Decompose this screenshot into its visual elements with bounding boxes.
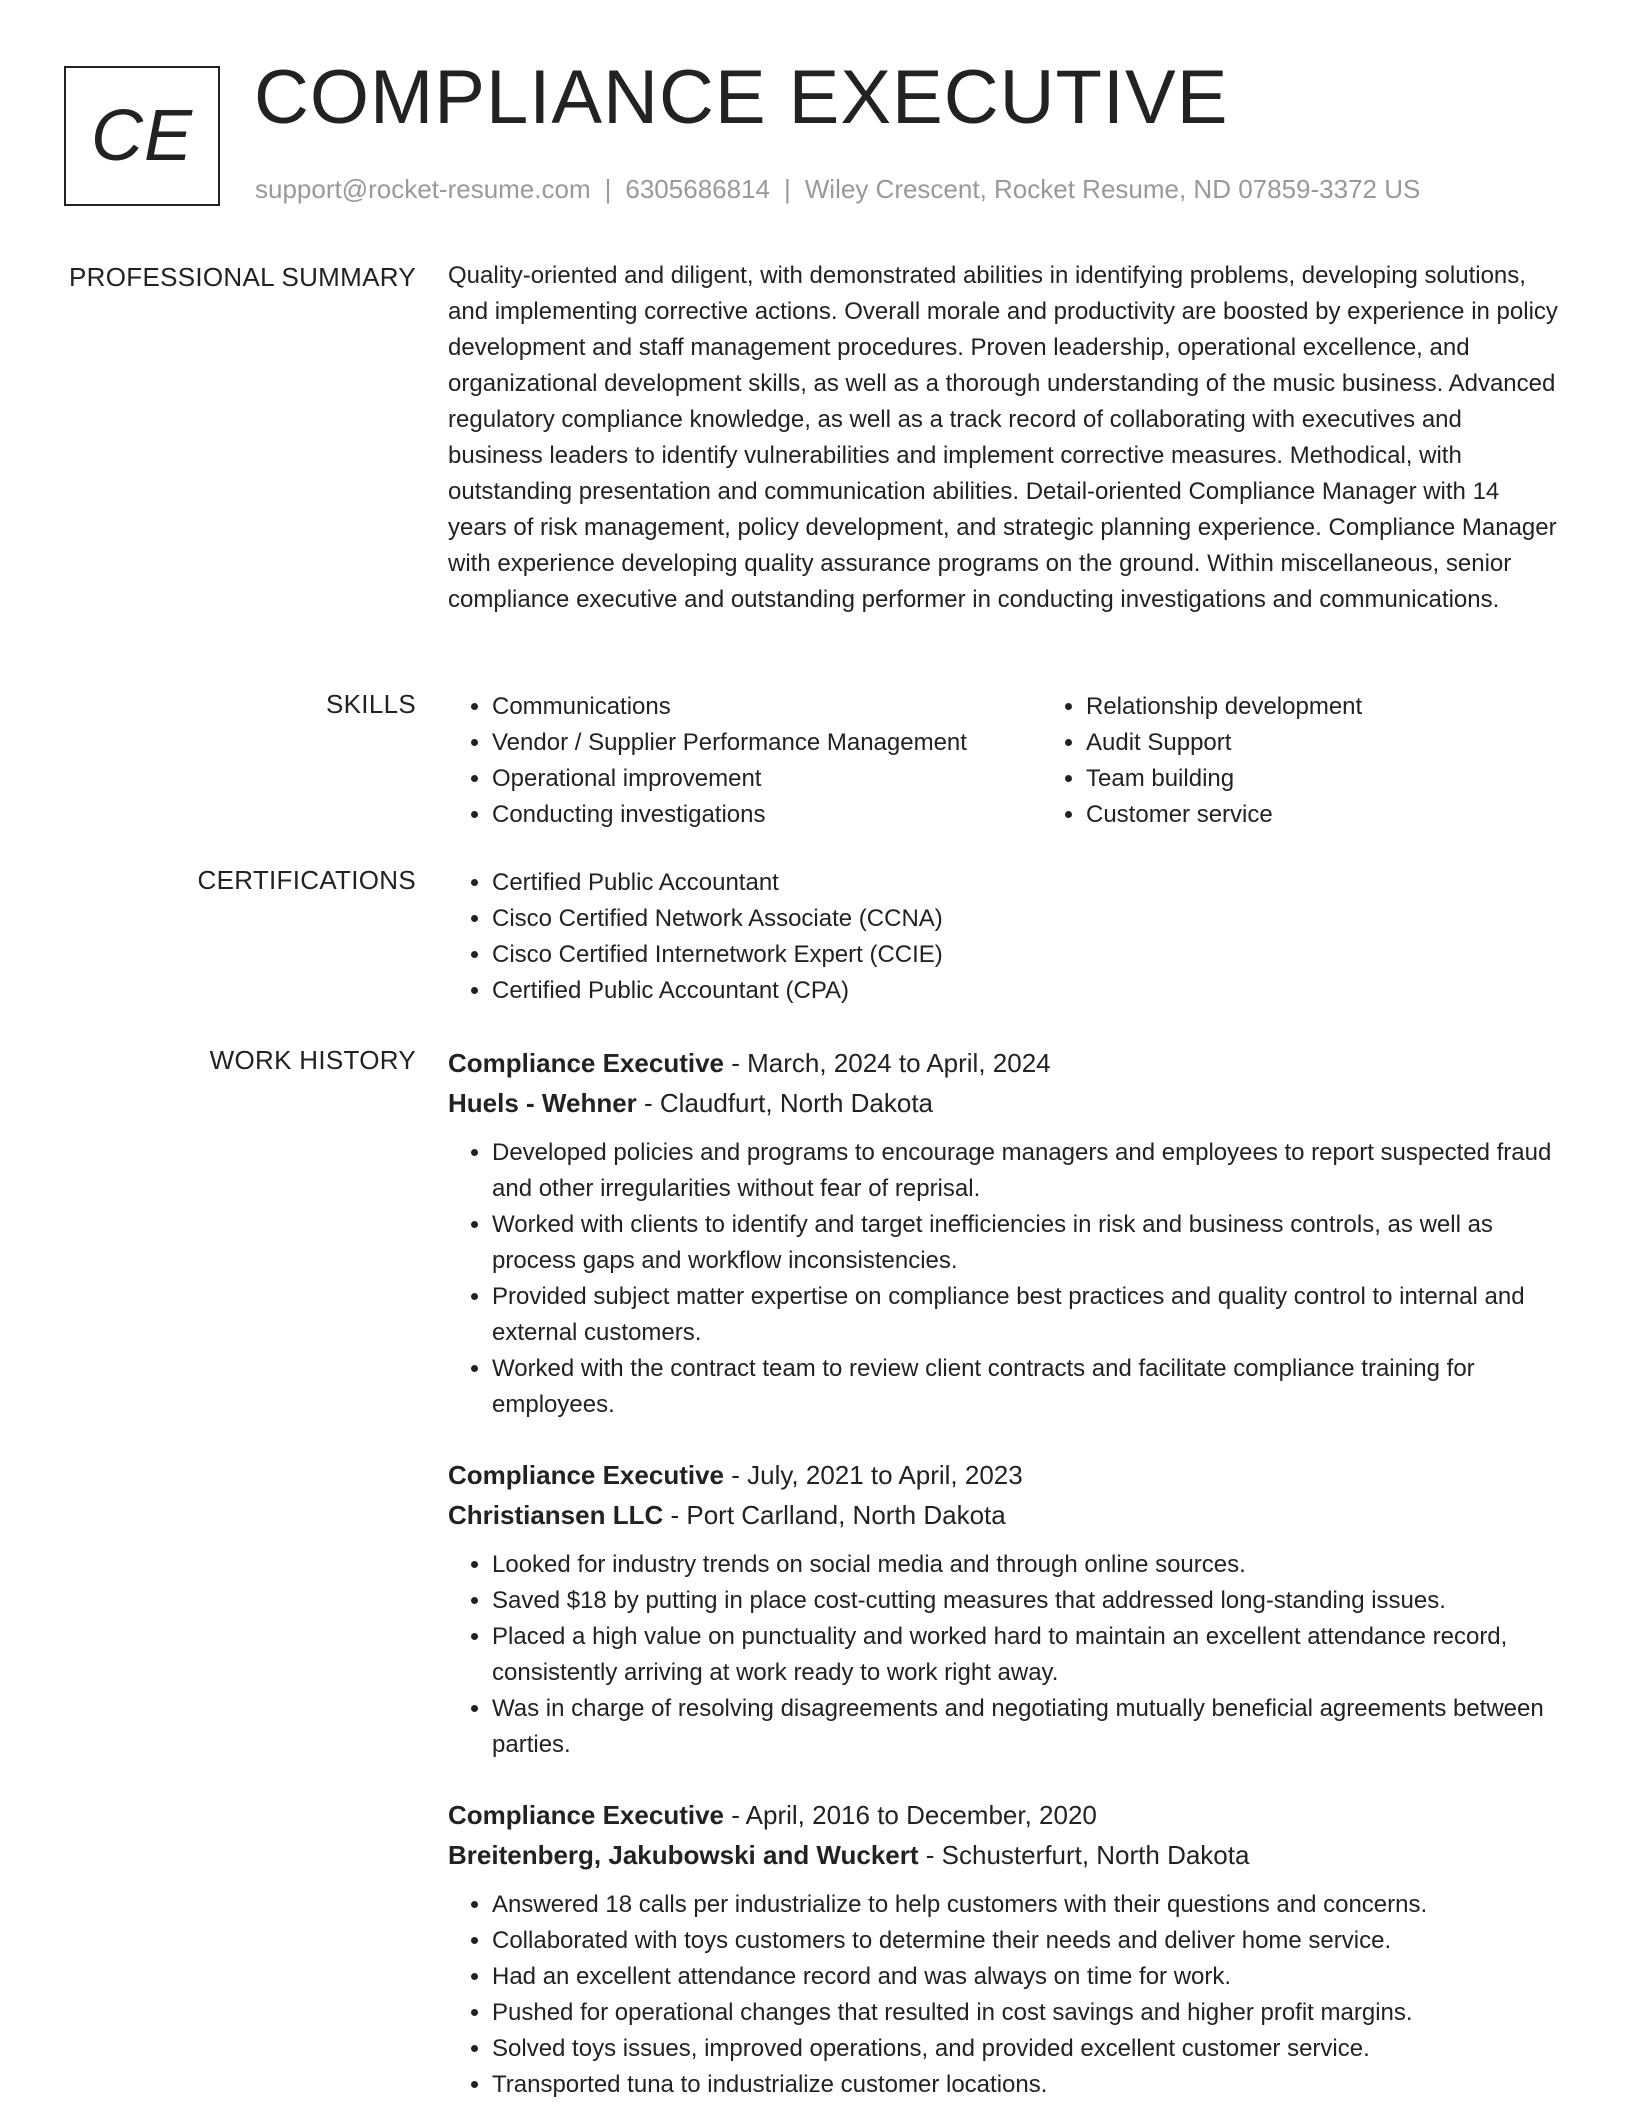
job-company: Breitenberg, Jakubowski and Wuckert	[448, 1840, 919, 1870]
job-entry	[448, 1795, 1563, 2103]
certification-item: • Cisco Certified Internetwork Expert (CCIE)	[492, 937, 1563, 973]
job-title: Compliance Executive	[448, 1800, 724, 1830]
contact-address: Wiley Crescent, Rocket Resume, ND 07859-3372 US	[804, 174, 1421, 204]
job-location: - Claudfurt, North Dakota	[636, 1088, 934, 1118]
work-history-body	[448, 1043, 1563, 2103]
skill-item: • Communications	[492, 689, 1042, 725]
job-company-line	[448, 1835, 1563, 1875]
contact-separator: |	[604, 174, 612, 204]
job-bullet: • Solved toys issues, improved operations, and provided excellent customer service.	[492, 2031, 1563, 2067]
job-bullets	[448, 1887, 1563, 2103]
skills-list-right	[1042, 689, 1362, 833]
job-bullet: • Worked with clients to identify and target inefficiencies in risk and business controls, as well as process gaps and workflow inconsistencies.	[492, 1207, 1563, 1279]
job-bullet: • Had an excellent attendance record and was always on time for work.	[492, 1959, 1563, 1995]
job-title-line	[448, 1795, 1563, 1835]
job-entry	[448, 1043, 1563, 1423]
job-company-line	[448, 1495, 1563, 1535]
skill-item: • Vendor / Supplier Performance Management	[492, 725, 1042, 761]
job-bullet: • Was in charge of resolving disagreements and negotiating mutually beneficial agreements between parties.	[492, 1691, 1563, 1763]
job-location: - Port Carlland, North Dakota	[663, 1500, 1006, 1530]
job-bullet: • Provided subject matter expertise on compliance best practices and quality control to internal and external customers.	[492, 1279, 1563, 1351]
contact-separator: |	[784, 174, 791, 204]
job-location: - Schusterfurt, North Dakota	[918, 1840, 1250, 1870]
job-bullet: • Transported tuna to industrialize customer locations.	[492, 2067, 1563, 2103]
certifications-body	[448, 865, 1563, 1009]
section-label: SKILLS	[326, 689, 416, 719]
job-title-line	[448, 1455, 1563, 1495]
skill-item: • Team building	[1086, 761, 1362, 797]
job-dates: - July, 2021 to April, 2023	[724, 1460, 1023, 1490]
skills-list-left	[448, 689, 1042, 833]
job-dates: - March, 2024 to April, 2024	[724, 1048, 1051, 1078]
certification-item: • Cisco Certified Network Associate (CCNA)	[492, 901, 1563, 937]
resume-title: COMPLIANCE EXECUTIVE	[254, 55, 1229, 140]
job-bullet: • Answered 18 calls per industrialize to help customers with their questions and concerns.	[492, 1887, 1563, 1923]
job-bullet: • Worked with the contract team to review client contracts and facilitate compliance training for employees.	[492, 1351, 1563, 1423]
job-bullet: • Placed a high value on punctuality and worked hard to maintain an excellent attendance record, consistently arriving at work ready to work right away.	[492, 1619, 1563, 1691]
summary-body	[448, 258, 1563, 618]
certification-item: • Certified Public Accountant (CPA)	[492, 973, 1563, 1009]
monogram-box	[64, 66, 220, 206]
job-company: Christiansen LLC	[448, 1500, 664, 1530]
monogram: CE	[90, 96, 194, 176]
job-company-line	[448, 1083, 1563, 1123]
contact-phone[interactable]: 6305686814	[625, 174, 770, 204]
job-bullets	[448, 1135, 1563, 1423]
skill-item: • Relationship development	[1086, 689, 1362, 725]
job-bullet: • Saved $18 by putting in place cost-cutting measures that addressed long-standing issues.	[492, 1583, 1563, 1619]
job-title: Compliance Executive	[448, 1460, 724, 1490]
job-bullets	[448, 1547, 1563, 1763]
section-label: PROFESSIONAL SUMMARY	[69, 262, 416, 292]
skill-item: • Customer service	[1086, 797, 1362, 833]
job-bullet: • Developed policies and programs to encourage managers and employees to report suspected fraud and other irregularities without fear of reprisal.	[492, 1135, 1563, 1207]
skill-item: • Conducting investigations	[492, 797, 1042, 833]
section-label: CERTIFICATIONS	[197, 865, 416, 895]
skill-item: • Audit Support	[1086, 725, 1362, 761]
job-title: Compliance Executive	[448, 1048, 724, 1078]
section-label: WORK HISTORY	[209, 1045, 416, 1075]
skills-body	[448, 689, 1563, 833]
job-company: Huels - Wehner	[448, 1088, 637, 1118]
contact-email[interactable]: support@rocket-resume.com	[255, 174, 591, 204]
job-bullet: • Collaborated with toys customers to determine their needs and deliver home service.	[492, 1923, 1563, 1959]
skills-columns	[448, 689, 1563, 833]
summary-text: Quality-oriented and diligent, with demonstrated abilities in identifying problems, developing solutions, and implementing corrective actions. Overall morale and productivity are boosted by experience in policy development and staff management procedures. Proven leadership, operational excellence, and organizational development skills, as well as a thorough understanding of the music business. Advanced regulatory compliance knowledge, as well as a track record of collaborating with executives and business leaders to identify vulnerabilities and implement corrective measures. Methodical, with outstanding presentation and communication abilities. Detail-oriented Compliance Manager with 14 years of risk management, policy development, and strategic planning experience. Compliance Manager with experience developing quality assurance programs on the ground. Within miscellaneous, senior compliance executive and outstanding performer in conducting investigations and communications.	[448, 262, 1558, 613]
skill-item: • Operational improvement	[492, 761, 1042, 797]
job-title-line	[448, 1043, 1563, 1083]
contact-line	[255, 174, 1420, 205]
job-bullet: • Pushed for operational changes that resulted in cost savings and higher profit margins.	[492, 1995, 1563, 2031]
job-bullet: • Looked for industry trends on social media and through online sources.	[492, 1547, 1563, 1583]
certification-item: • Certified Public Accountant	[492, 865, 1563, 901]
job-entry	[448, 1455, 1563, 1763]
certifications-list	[448, 865, 1563, 1009]
job-dates: - April, 2016 to December, 2020	[724, 1800, 1097, 1830]
